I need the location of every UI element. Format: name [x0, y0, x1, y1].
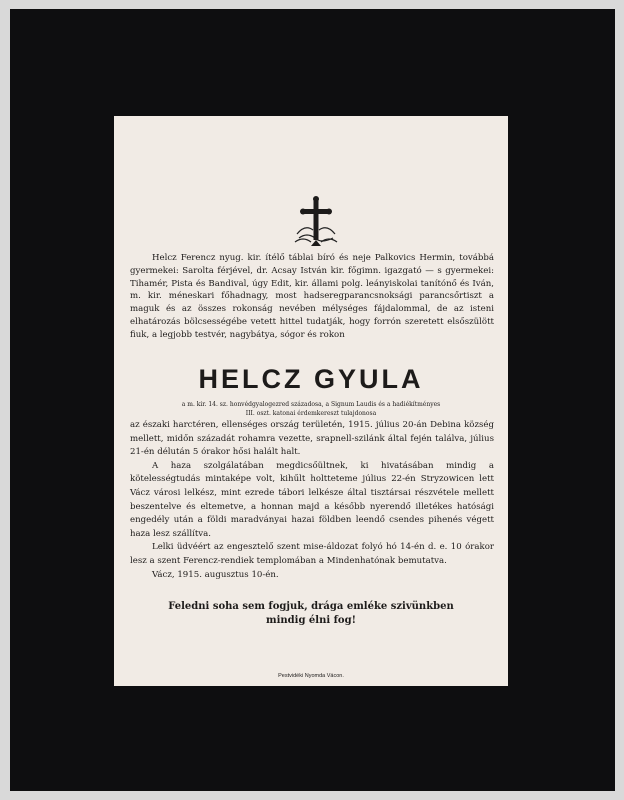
rank-line-1: a m. kir. 14. sz. honvédgyalogezred századosa, a Signum Laudis és a hadiékítményes — [181, 401, 441, 408]
memorial-motto — [144, 600, 478, 628]
printer-credit: Pestvidéki Nyomda Vácon. — [278, 673, 344, 679]
intro-paragraph: Helcz Ferencz nyug. kir. ítélő táblai bíró és neje Palkovics Hermin, továbbá gyermekei: Sarolta férjével, dr. Acsay István kir. főgimn. igazgató — s gyermekei: Tihamér, Pista és Bandival, úgy Edit, kir. állami polg. leányiskolai tanítónő és Iván, m. kir. méneskari főhadnagy, most hadseregparancsnoksági parancsőrtiszt a maguk és az összes rokonság nevében mélységes fájdalommal, de az isteni elhatározás bölcsességébe vetett hittel tudatják, hogy forrón szeretett elsőszülött fiuk, a legjobb testvér, nagybátya, sógor és rokon — [130, 253, 494, 340]
story-paragraph-1: az északi harctéren, ellenséges ország területén, 1915. július 20-án Debina község mellett, midőn századát rohamra vezette, srapnell-szilánk által fején találva, július 21-én délután 5 órakor hősi halált halt. — [130, 420, 494, 458]
place-date: Vácz, 1915. augusztus 10-én. — [152, 569, 279, 580]
story-paragraph-3: Lelki üdvéért az engesztelő szent mise-áldozat folyó hó 14-én d. e. 10 órakor lesz a szent Ferencz-rendiek templomában a Mindenhatónak bemutatva. — [130, 542, 494, 566]
motto-line-1: Feledni soha sem fogjuk, drága emléke szivünkben — [168, 601, 454, 612]
deceased-name: HELCZ GYULA — [198, 364, 424, 394]
obituary-card — [114, 116, 508, 686]
rank-line-2: III. oszt. katonai érdemkereszt tulajdonosa — [245, 410, 377, 417]
family-announcement — [130, 252, 494, 342]
cross-ornament-icon — [291, 194, 341, 252]
story-paragraph-2: A haza szolgálatában megdicsőültnek, ki hivatásában mindig a kötelességtudás mintaképe volt, kihűlt holtteteme július 22-én Stryzowicen lett Vácz városi lelkész, mint ezrede tábori lelkésze által tisztársai részvétele mellett beszentelve és eltemetve, a honnan majd a később nyerendő illetékes hatósági engedély után a földi maradványai hazai földben leendő csendes pihenés végett haza lesz szállítva. — [130, 460, 494, 539]
death-account — [130, 419, 494, 582]
motto-line-2: mindig élni fog! — [266, 615, 356, 626]
deceased-rank — [144, 400, 478, 418]
